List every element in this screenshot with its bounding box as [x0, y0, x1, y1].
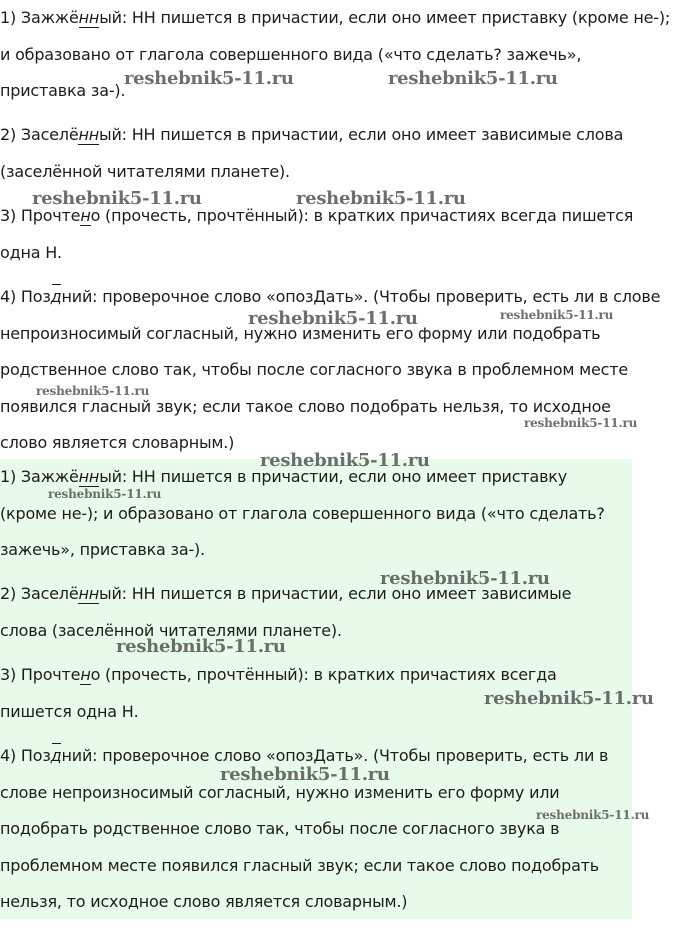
watermark: reshebnik5-11.ru — [380, 568, 550, 589]
watermark: reshebnik5-11.ru — [220, 764, 390, 785]
answer-block-bottom — [0, 459, 632, 919]
paragraph-3: 3) Прочтено (прочесть, прочтённый): в кратких причастиях всегда пишется одна Н. — [0, 206, 634, 262]
watermark: reshebnik5-11.ru — [536, 808, 650, 822]
paragraph-2: 2) Заселённый: НН пишется в причастии, если оно имеет зависимые слова (заселённой читателями планете). — [0, 584, 572, 640]
paragraph-1: 1) Зажжённый: НН пишется в причастии, если оно имеет приставку (кроме не-); и образовано от глагола совершенного вида («что сделать? зажечь», приставка за-). — [0, 467, 605, 559]
highlighted-letters: д — [50, 287, 62, 306]
highlighted-letters: д — [50, 746, 62, 765]
highlighted-letters: н — [80, 206, 91, 225]
watermark: reshebnik5-11.ru — [524, 416, 638, 430]
watermark: reshebnik5-11.ru — [36, 384, 150, 398]
watermark: reshebnik5-11.ru — [500, 308, 614, 322]
highlighted-letters: нн — [78, 584, 100, 603]
watermark: reshebnik5-11.ru — [296, 188, 466, 209]
watermark: reshebnik5-11.ru — [32, 188, 202, 209]
highlighted-letters: н — [80, 665, 91, 684]
highlighted-letters: нн — [78, 125, 100, 144]
watermark: reshebnik5-11.ru — [484, 688, 654, 709]
paragraph-2: 2) Заселённый: НН пишется в причастии, если оно имеет зависимые слова (заселённой читателями планете). — [0, 125, 624, 181]
paragraph-4: 4) Поздний: проверочное слово «опозДать». (Чтобы проверить, есть ли в слове непроизносимый согласный, нужно изменить его форму или подобрать родственное слово так, чтобы после согласного звука в проблемном месте появился гласный звук; если такое слово подобрать нельзя, то исходное слово является словарным.) — [0, 746, 609, 911]
watermark: reshebnik5-11.ru — [48, 487, 162, 501]
watermark: reshebnik5-11.ru — [124, 68, 294, 89]
highlighted-letters: нн — [78, 8, 100, 27]
paragraph-1: 1) Зажжённый: НН пишется в причастии, если оно имеет приставку (кроме не-); и образовано от глагола совершенного вида («что сделать? зажечь», приставка за-). — [0, 8, 671, 100]
watermark: reshebnik5-11.ru — [260, 450, 430, 471]
paragraph-4: 4) Поздний: проверочное слово «опозДать». (Чтобы проверить, есть ли в слове непроизносимый согласный, нужно изменить его форму или подобрать родственное слово так, чтобы после согласного звука в проблемном месте появился гласный звук; если такое слово подобрать нельзя, то исходное слово является словарным.) — [0, 287, 661, 452]
watermark: reshebnik5-11.ru — [248, 308, 418, 329]
paragraph-3: 3) Прочтено (прочесть, прочтённый): в кратких причастиях всегда пишется одна Н. — [0, 665, 557, 721]
highlighted-letters: нн — [78, 467, 100, 486]
watermark: reshebnik5-11.ru — [116, 636, 286, 657]
watermark: reshebnik5-11.ru — [388, 68, 558, 89]
